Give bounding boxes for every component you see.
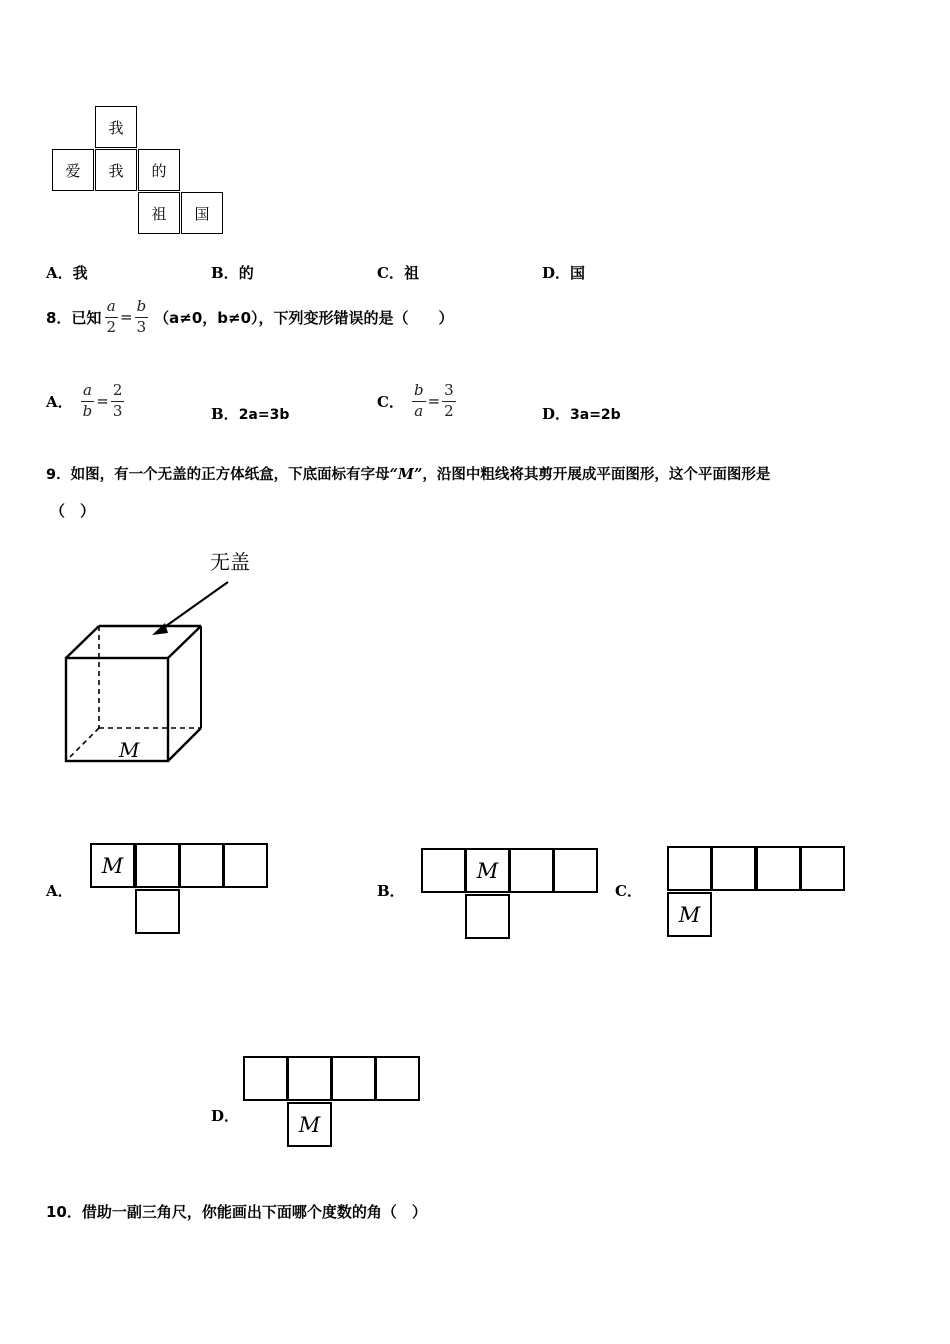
option-label: A． [46,392,73,411]
net-square-marked: M [90,843,135,888]
q8-stem [46,296,454,338]
net-square [711,846,756,891]
net-square [553,848,598,893]
net-cell: 祖 [138,192,180,234]
q8-number: 8．已知 [46,308,102,327]
fraction-numerator: b [135,299,149,318]
net-cell: 爱 [52,149,94,191]
fraction-denominator: b [82,401,93,420]
cube-hidden-edge [66,728,99,761]
net-square [667,846,712,891]
option-label: B． [211,264,239,282]
net-square [223,843,268,888]
q9-option-d-label[interactable]: D． [211,1107,240,1125]
q9-option-b-label[interactable]: B． [377,882,405,900]
q9-option-c-label[interactable]: C． [615,882,642,900]
fraction-numerator: b [412,383,426,402]
net-square-marked: M [287,1102,332,1147]
net-square [509,848,554,893]
cube-edge [66,626,99,658]
option-text: 国 [570,264,586,282]
q7-option-c[interactable] [377,262,419,283]
cube-edge [168,626,201,658]
equals-sign: = [119,308,133,326]
option-text: 我 [72,264,88,282]
q8-option-c[interactable] [377,380,456,422]
option-text: 的 [238,264,254,282]
fraction-denominator: 2 [106,317,116,336]
option-label: A． [46,264,73,282]
option-text: 祖 [403,264,419,282]
q9-stem-letter: “M” [389,466,423,483]
option-text: 2a=3b [238,407,290,423]
net-square [756,846,801,891]
option-fraction-right [442,380,456,420]
q9-stem-line2: （ ） [50,502,96,520]
fraction-denominator: a [414,401,424,420]
equals-sign: = [96,392,109,410]
q7-option-b[interactable] [211,262,254,283]
fraction-numerator: a [105,299,118,318]
option-fraction-left [81,380,95,420]
pointer-arrow-head [152,623,168,635]
option-fraction-left [412,380,426,420]
q9-option-a-label[interactable]: A． [46,882,73,900]
fraction-numerator: a [81,383,94,402]
option-label: B． [211,405,239,423]
net-square-marked: M [465,848,510,893]
net-square [243,1056,288,1101]
net-square [287,1056,332,1101]
q8-given-fraction-right [135,296,149,336]
q9-stem-line1 [46,463,770,484]
fraction-denominator: 2 [444,401,454,420]
net-square [800,846,845,891]
net-square [375,1056,420,1101]
net-square-marked: M [667,892,712,937]
net-square [421,848,466,893]
option-label: D． [542,264,571,282]
pointer-arrow-line [159,582,228,631]
q8-option-b[interactable] [211,403,289,424]
q9-stem-post: ，沿图中粗线将其剪开展成平面图形，这个平面图形是 [422,467,771,483]
q8-option-a[interactable] [46,380,124,422]
option-text: 3a=2b [570,407,621,423]
q7-option-a[interactable] [46,262,88,283]
fraction-numerator: 3 [442,383,456,402]
net-square [179,843,224,888]
q7-option-d[interactable] [542,262,585,283]
cube-edge [168,728,201,761]
q8-option-d[interactable] [542,403,621,424]
equals-sign: = [427,392,441,410]
net-square [135,889,180,934]
option-fraction-right [111,380,125,420]
q9-stem-pre: 9．如图，有一个无盖的正方体纸盒，下底面标有字母 [46,467,390,483]
net-cell: 国 [181,192,223,234]
q10-stem: 10．借助一副三角尺，你能画出下面哪个度数的角（ ） [46,1203,427,1221]
q8-stem-tail: （a≠0，b≠0），下列变形错误的是（ ） [154,308,454,327]
net-cell: 我 [95,149,137,191]
net-square [135,843,180,888]
fraction-denominator: 3 [136,317,147,336]
net-cell: 我 [95,106,137,148]
option-label: C． [377,392,404,411]
cube-lid-label: 无盖 [210,550,250,574]
fraction-denominator: 3 [112,401,123,420]
fraction-numerator: 2 [111,383,125,402]
net-cell: 的 [138,149,180,191]
net-square [465,894,510,939]
cube-front-face [66,658,168,761]
option-label: C． [377,264,404,282]
net-square [331,1056,376,1101]
q8-given-fraction-left [104,296,118,336]
cube-bottom-label: M [119,738,140,762]
option-label: D． [542,405,571,423]
